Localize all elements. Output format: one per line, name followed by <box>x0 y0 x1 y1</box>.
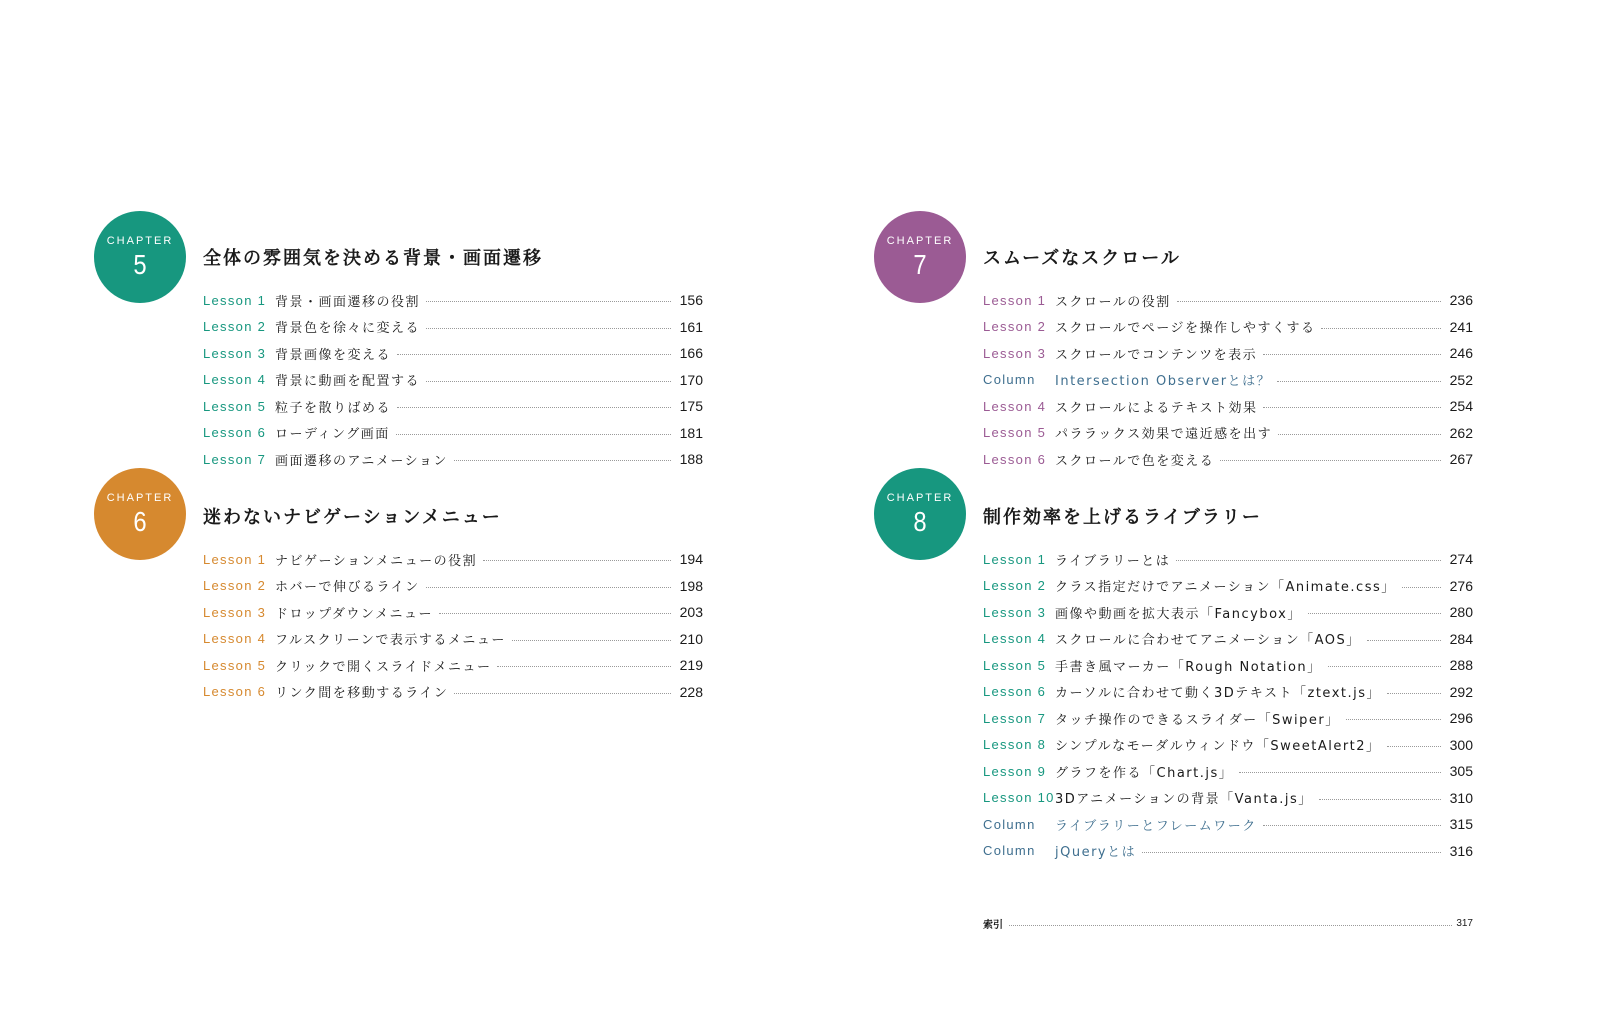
lesson-number: Lesson 9 <box>983 763 1047 779</box>
leader-dots <box>426 381 671 382</box>
page-number: 219 <box>679 657 703 674</box>
toc-entry[interactable] <box>203 367 703 394</box>
lesson-title: クリックで開くスライドメニュー <box>275 659 492 675</box>
leader-dots <box>1263 354 1441 355</box>
chapter-title: 全体の雰囲気を決める背景・画面遷移 <box>203 248 543 269</box>
lesson-title: 背景画像を変える <box>275 347 392 363</box>
lesson-number: Lesson 2 <box>203 578 267 594</box>
toc-entry[interactable] <box>203 393 703 420</box>
lesson-number: Lesson 6 <box>203 684 267 700</box>
toc-entry[interactable] <box>983 546 1473 573</box>
lesson-number: Lesson 8 <box>983 737 1047 753</box>
toc-entry[interactable] <box>203 679 703 706</box>
lesson-number: Column <box>983 843 1036 859</box>
page-number: 296 <box>1449 710 1473 727</box>
toc-entry[interactable] <box>203 420 703 447</box>
toc-entry[interactable] <box>983 314 1473 341</box>
leader-dots <box>1402 587 1441 588</box>
leader-dots <box>1142 852 1441 853</box>
toc-entry[interactable] <box>983 393 1473 420</box>
toc-list <box>983 546 1473 864</box>
lesson-title: ライブラリーとフレームワーク <box>1055 818 1257 834</box>
lesson-number: Lesson 5 <box>203 398 267 414</box>
chapter-title: スムーズなスクロール <box>983 248 1181 269</box>
page-number: 194 <box>679 551 703 568</box>
page-number: 316 <box>1449 842 1473 859</box>
lesson-number: Lesson 5 <box>983 425 1047 441</box>
leader-dots <box>426 301 671 302</box>
leader-dots <box>1387 693 1441 694</box>
leader-dots <box>426 328 671 329</box>
lesson-number: Lesson 4 <box>203 372 267 388</box>
leader-dots <box>439 613 671 614</box>
page-number: 203 <box>679 604 703 621</box>
lesson-number: Lesson 1 <box>203 292 267 308</box>
lesson-number: Lesson 5 <box>203 657 267 673</box>
page-number: 188 <box>679 451 703 468</box>
lesson-number: Lesson 6 <box>203 425 267 441</box>
leader-dots <box>1321 328 1441 329</box>
lesson-number: Lesson 2 <box>983 578 1047 594</box>
page-number: 315 <box>1449 816 1473 833</box>
chapter-badge <box>94 211 186 303</box>
leader-dots <box>1367 640 1441 641</box>
lesson-number: Lesson 1 <box>983 292 1047 308</box>
page-number: 276 <box>1449 577 1473 594</box>
chapter-title: 制作効率を上げるライブラリー <box>983 507 1262 528</box>
toc-entry[interactable] <box>983 446 1473 473</box>
chapter-title: 迷わないナビゲーションメニュー <box>203 507 502 528</box>
lesson-title: シンプルなモーダルウィンドウ「SweetAlert2」 <box>1055 739 1381 755</box>
toc-entry[interactable] <box>983 626 1473 653</box>
page-number: 210 <box>679 630 703 647</box>
chapter-number: 7 <box>913 249 927 280</box>
lesson-title: 背景色を徐々に変える <box>275 321 421 337</box>
page-number: 166 <box>679 345 703 362</box>
chapter-number: 5 <box>133 249 147 280</box>
lesson-title: 背景・画面遷移の役割 <box>275 294 421 310</box>
toc-entry[interactable] <box>203 446 703 473</box>
lesson-number: Lesson 4 <box>203 631 267 647</box>
lesson-number: Lesson 1 <box>203 551 267 567</box>
toc-entry[interactable] <box>983 705 1473 732</box>
leader-dots <box>1319 799 1441 800</box>
chapter-label: CHAPTER <box>886 235 954 247</box>
lesson-number: Lesson 2 <box>203 319 267 335</box>
page-number: 254 <box>1449 398 1473 415</box>
leader-dots <box>1263 825 1441 826</box>
toc-entry[interactable] <box>983 679 1473 706</box>
toc-entry[interactable] <box>983 785 1473 812</box>
leader-dots <box>512 640 671 641</box>
page-number: 284 <box>1449 630 1473 647</box>
lesson-title: スクロールによるテキスト効果 <box>1055 400 1258 416</box>
lesson-title: スクロールで色を変える <box>1055 453 1215 469</box>
page-number: 236 <box>1449 292 1473 309</box>
leader-dots <box>1176 560 1441 561</box>
toc-entry[interactable] <box>983 811 1473 838</box>
leader-dots <box>397 354 671 355</box>
lesson-number: Lesson 4 <box>983 631 1047 647</box>
page-number: 198 <box>679 577 703 594</box>
lesson-number: Lesson 1 <box>983 551 1047 567</box>
page-number: 246 <box>1449 345 1473 362</box>
page-number: 262 <box>1449 424 1473 441</box>
toc-list <box>983 287 1473 473</box>
page-number: 288 <box>1449 657 1473 674</box>
lesson-title: 画像や動画を拡大表示「Fancybox」 <box>1055 606 1302 622</box>
lesson-title: グラフを作る「Chart.js」 <box>1055 765 1234 781</box>
toc-entry[interactable] <box>203 314 703 341</box>
index-label: 索引 <box>983 920 1003 931</box>
lesson-title: 手書き風マーカー「Rough Notation」 <box>1055 659 1322 675</box>
lesson-number: Lesson 5 <box>983 657 1047 673</box>
toc-entry[interactable] <box>983 367 1473 394</box>
lesson-title: スクロールの役割 <box>1055 294 1171 310</box>
lesson-title: ローディング画面 <box>275 427 390 443</box>
lesson-title: 背景に動画を配置する <box>275 374 421 390</box>
toc-entry[interactable] <box>203 546 703 573</box>
leader-dots <box>397 407 671 408</box>
lesson-title: 粒子を散りばめる <box>275 400 392 416</box>
leader-dots <box>1277 381 1441 382</box>
toc-entry[interactable] <box>983 340 1473 367</box>
lesson-number: Column <box>983 816 1036 832</box>
lesson-number: Lesson 3 <box>983 604 1047 620</box>
leader-dots <box>483 560 671 561</box>
leader-dots <box>1009 925 1452 926</box>
lesson-number: Lesson 7 <box>983 710 1047 726</box>
lesson-number: Lesson 3 <box>203 345 267 361</box>
toc-list <box>203 287 703 473</box>
index-entry[interactable] <box>983 916 1473 931</box>
lesson-title: 3Dアニメーションの背景「Vanta.js」 <box>1055 792 1313 808</box>
leader-dots <box>1177 301 1441 302</box>
lesson-title: タッチ操作のできるスライダー「Swiper」 <box>1055 712 1340 728</box>
lesson-title: jQueryとは <box>1055 845 1137 861</box>
lesson-number: Column <box>983 372 1036 388</box>
lesson-number: Lesson 3 <box>203 604 267 620</box>
lesson-title: クラス指定だけでアニメーション「Animate.css」 <box>1055 580 1396 596</box>
leader-dots <box>497 666 671 667</box>
page-number: 274 <box>1449 551 1473 568</box>
lesson-number: Lesson 2 <box>983 319 1047 335</box>
leader-dots <box>396 434 671 435</box>
leader-dots <box>1328 666 1441 667</box>
leader-dots <box>1278 434 1441 435</box>
lesson-title: スクロールでコンテンツを表示 <box>1055 347 1258 363</box>
toc-entry[interactable] <box>983 732 1473 759</box>
toc-entry[interactable] <box>203 287 703 314</box>
chapter-label: CHAPTER <box>886 492 954 504</box>
page-number: 310 <box>1449 789 1473 806</box>
toc-entry[interactable] <box>983 420 1473 447</box>
toc-entry[interactable] <box>983 758 1473 785</box>
lesson-title: フルスクリーンで表示するメニュー <box>275 633 506 649</box>
toc-entry[interactable] <box>983 838 1473 865</box>
chapter-label: CHAPTER <box>106 235 174 247</box>
toc-entry[interactable] <box>203 652 703 679</box>
leader-dots <box>1346 719 1441 720</box>
index-page: 317 <box>1456 918 1473 929</box>
lesson-title: カーソルに合わせて動く3Dテキスト「ztext.js」 <box>1055 686 1381 702</box>
leader-dots <box>1239 772 1441 773</box>
page-number: 267 <box>1449 451 1473 468</box>
leader-dots <box>426 587 671 588</box>
chapter-number: 8 <box>913 506 927 537</box>
toc-entry[interactable] <box>983 599 1473 626</box>
page-number: 181 <box>679 424 703 441</box>
leader-dots <box>1308 613 1441 614</box>
page-number: 292 <box>1449 683 1473 700</box>
lesson-number: Lesson 7 <box>203 451 267 467</box>
lesson-title: ライブラリーとは <box>1055 553 1171 569</box>
leader-dots <box>1387 746 1441 747</box>
toc-entry[interactable] <box>983 652 1473 679</box>
page-number: 175 <box>679 398 703 415</box>
lesson-number: Lesson 6 <box>983 684 1047 700</box>
toc-entry[interactable] <box>203 599 703 626</box>
lesson-title: スクロールに合わせてアニメーション「AOS」 <box>1055 633 1361 649</box>
lesson-number: Lesson 4 <box>983 398 1047 414</box>
toc-entry[interactable] <box>983 287 1473 314</box>
leader-dots <box>454 693 671 694</box>
page-number: 228 <box>679 683 703 700</box>
lesson-title: 画面遷移のアニメーション <box>275 453 448 469</box>
lesson-number: Lesson 10 <box>983 790 1055 806</box>
page-number: 252 <box>1449 371 1473 388</box>
lesson-title: Intersection Observerとは？ <box>1055 374 1272 390</box>
page-number: 241 <box>1449 318 1473 335</box>
lesson-title: ホバーで伸びるライン <box>275 580 420 596</box>
page-number: 300 <box>1449 736 1473 753</box>
lesson-title: ナビゲーションメニューの役割 <box>275 553 478 569</box>
page-number: 305 <box>1449 763 1473 780</box>
page-number: 161 <box>679 318 703 335</box>
page-number: 170 <box>679 371 703 388</box>
leader-dots <box>1220 460 1441 461</box>
leader-dots <box>454 460 671 461</box>
chapter-label: CHAPTER <box>106 492 174 504</box>
chapter-badge <box>94 468 186 560</box>
toc-entry[interactable] <box>983 573 1473 600</box>
page-number: 280 <box>1449 604 1473 621</box>
leader-dots <box>1263 407 1441 408</box>
lesson-number: Lesson 3 <box>983 345 1047 361</box>
lesson-number: Lesson 6 <box>983 451 1047 467</box>
page-number: 156 <box>679 292 703 309</box>
lesson-title: ドロップダウンメニュー <box>275 606 433 622</box>
lesson-title: パララックス効果で遠近感を出す <box>1055 427 1273 443</box>
chapter-badge <box>874 211 966 303</box>
toc-entry[interactable] <box>203 573 703 600</box>
lesson-title: リンク間を移動するライン <box>275 686 449 702</box>
toc-entry[interactable] <box>203 626 703 653</box>
lesson-title: スクロールでページを操作しやすくする <box>1055 321 1316 337</box>
toc-entry[interactable] <box>203 340 703 367</box>
toc-list <box>203 546 703 705</box>
chapter-badge <box>874 468 966 560</box>
chapter-number: 6 <box>133 506 147 537</box>
